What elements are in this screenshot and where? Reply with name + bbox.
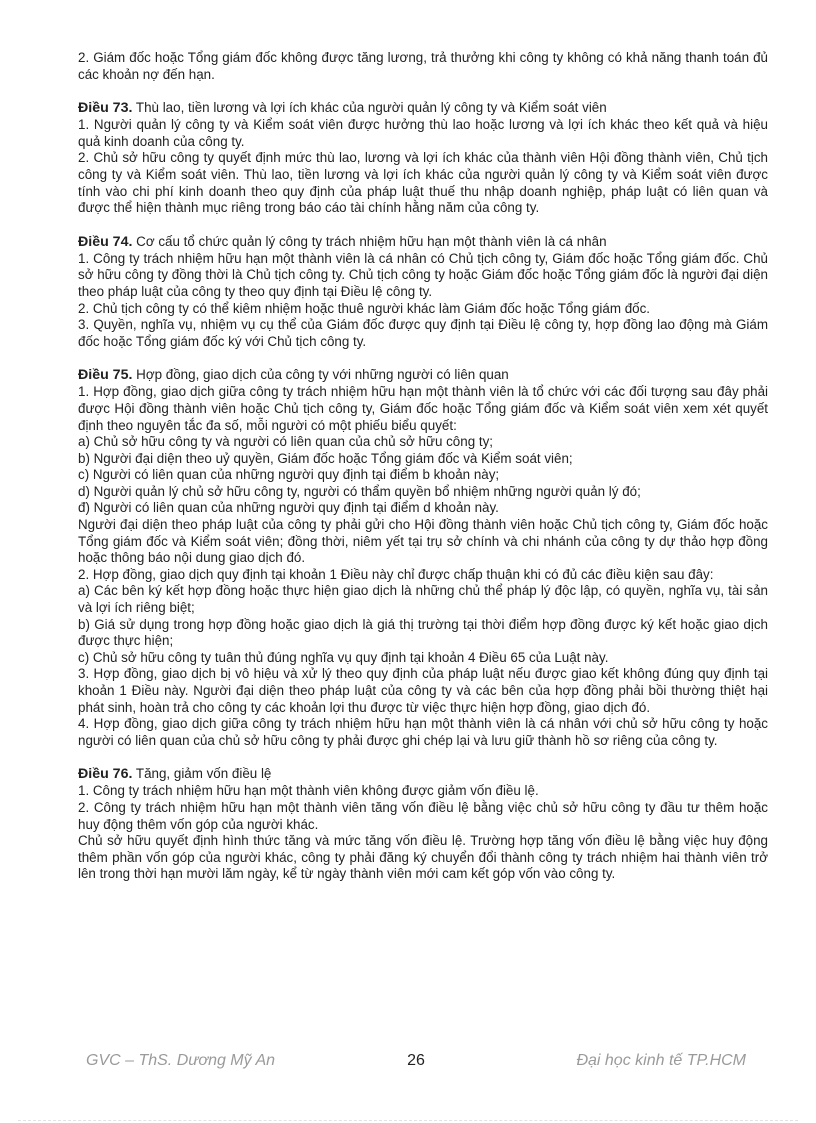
- paragraph: đ) Người có liên quan của những người quy định tại điểm d khoản này.: [78, 500, 499, 516]
- section-0: [78, 50, 768, 83]
- paragraph: c) Chủ sở hữu công ty tuân thủ đúng nghĩa vụ quy định tại khoản 4 Điều 65 của Luật này.: [78, 649, 609, 665]
- page-bottom-divider: [18, 1120, 798, 1121]
- article-title: Hợp đồng, giao dịch của công ty với những người có liên quan: [136, 367, 509, 383]
- paragraph: 3. Hợp đồng, giao dịch bị vô hiệu và xử lý theo quy định của pháp luật nếu được giao kết không đúng quy định tại khoản 1 Điều này. Người đại diện theo pháp luật của công ty và các bên của hợp đồng phải bồi thường thiệt hại phát sinh, hoàn trả cho công ty các khoản lợi thu được từ việc thực hiện hợp đồng, giao dịch đó.: [78, 666, 768, 715]
- article-heading: [78, 233, 768, 251]
- article-title: Tăng, giảm vốn điều lệ: [135, 766, 272, 782]
- article-heading: [78, 99, 768, 117]
- page-number: 26: [407, 1052, 425, 1069]
- article-number: Điều 74.: [78, 233, 133, 250]
- paragraph: b) Giá sử dụng trong hợp đồng hoặc giao dịch là giá thị trường tại thời điểm hợp đồng được ký kết hoặc giao dịch được thực hiện;: [78, 616, 768, 649]
- paragraph: 2. Hợp đồng, giao dịch quy định tại khoản 1 Điều này chỉ được chấp thuận khi có đủ các điều kiện sau đây:: [78, 566, 714, 582]
- article-heading: [78, 366, 768, 384]
- footer-institution: Đại học kinh tế TP.HCM: [576, 1052, 746, 1069]
- paragraph: 4. Hợp đồng, giao dịch giữa công ty trách nhiệm hữu hạn một thành viên là cá nhân với chủ sở hữu công ty hoặc người có liên quan của chủ sở hữu công ty phải được ghi chép lại và lưu giữ thành hồ sơ riêng của công ty.: [78, 716, 768, 748]
- paragraph: c) Người có liên quan của những người quy định tại điểm b khoản này;: [78, 467, 500, 483]
- page-footer: [86, 1052, 746, 1074]
- paragraph: a) Chủ sở hữu công ty và người có liên quan của chủ sở hữu công ty;: [78, 434, 494, 450]
- paragraph: d) Người quản lý chủ sở hữu công ty, người có thẩm quyền bổ nhiệm những người quản lý đó;: [78, 483, 641, 499]
- article-heading: [78, 765, 768, 783]
- paragraph: 2. Công ty trách nhiệm hữu hạn một thành viên tăng vốn điều lệ bằng việc chủ sở hữu công ty đầu tư thêm hoặc huy động thêm vốn góp của người khác.: [78, 799, 768, 832]
- paragraph: 2. Giám đốc hoặc Tổng giám đốc không được tăng lương, trả thưởng khi công ty không có khả năng thanh toán đủ các khoản nợ đến hạn.: [78, 50, 768, 82]
- footer-author: GVC – ThS. Dương Mỹ An: [86, 1052, 276, 1069]
- paragraph: 3. Quyền, nghĩa vụ, nhiệm vụ cụ thể của Giám đốc được quy định tại Điều lệ công ty, hợp đồng lao động mà Giám đốc hoặc Tổng giám đốc ký với Chủ tịch công ty.: [78, 317, 768, 349]
- document-body: [78, 50, 768, 883]
- paragraph: 1. Công ty trách nhiệm hữu hạn một thành viên là cá nhân có Chủ tịch công ty, Giám đốc hoặc Tổng giám đốc. Chủ sở hữu công ty đồng thời là Chủ tịch công ty. Chủ tịch công ty hoặc Giám đốc hoặc Tổng giám đốc là người đại diện theo pháp luật của công ty theo quy định tại Điều lệ công ty.: [78, 250, 768, 299]
- article-number: Điều 76.: [78, 766, 133, 783]
- section-dieu-76: [78, 765, 768, 883]
- article-number: Điều 73.: [78, 100, 133, 117]
- paragraph: 1. Hợp đồng, giao dịch giữa công ty trách nhiệm hữu hạn một thành viên là tổ chức với các đối tượng sau đây phải được Hội đồng thành viên hoặc Chủ tịch công ty, Giám đốc hoặc Tổng giám đốc và Kiểm soát viên xem xét quyết định theo nguyên tắc đa số, mỗi người có một phiếu biểu quyết:: [78, 384, 768, 433]
- article-number: Điều 75.: [78, 367, 133, 384]
- paragraph: 1. Người quản lý công ty và Kiểm soát viên được hưởng thù lao hoặc lương và lợi ích khác theo kết quả và hiệu quả kinh doanh của công ty.: [78, 117, 768, 149]
- article-title: Thù lao, tiền lương và lợi ích khác của người quản lý công ty và Kiểm soát viên: [135, 100, 607, 116]
- section-dieu-74: [78, 233, 768, 351]
- paragraph: b) Người đại diện theo uỷ quyền, Giám đốc hoặc Tổng giám đốc và Kiểm soát viên;: [78, 450, 573, 466]
- section-dieu-73: [78, 99, 768, 217]
- paragraph: 1. Công ty trách nhiệm hữu hạn một thành viên không được giảm vốn điều lệ.: [78, 783, 539, 799]
- paragraph: 2. Chủ sở hữu công ty quyết định mức thù lao, lương và lợi ích khác của thành viên Hội đồng thành viên, Chủ tịch công ty và Kiểm soát viên. Thù lao, tiền lương và lợi ích khác của người quản lý công ty và Kiểm soát viên được tính vào chi phí kinh doanh theo quy định của pháp luật thuế thu nhập doanh nghiệp, pháp luật có liên quan và được thể hiện thành mục riêng trong báo cáo tài chính hằng năm của công ty.: [78, 150, 768, 216]
- section-dieu-75: [78, 366, 768, 749]
- paragraph: 2. Chủ tịch công ty có thể kiêm nhiệm hoặc thuê người khác làm Giám đốc hoặc Tổng giám đốc.: [78, 300, 651, 316]
- paragraph: a) Các bên ký kết hợp đồng hoặc thực hiện giao dịch là những chủ thể pháp lý độc lập, có quyền, nghĩa vụ, tài sản và lợi ích riêng biệt;: [78, 583, 768, 616]
- article-title: Cơ cấu tổ chức quản lý công ty trách nhiệm hữu hạn một thành viên là cá nhân: [136, 233, 607, 249]
- paragraph: Chủ sở hữu quyết định hình thức tăng và mức tăng vốn điều lệ. Trường hợp tăng vốn điều lệ bằng việc huy động thêm phần vốn góp của người khác, công ty phải đăng ký chuyển đổi thành công ty trách nhiệm hai thành viên trở lên trong thời hạn mười lăm ngày, kể từ ngày thành viên mới cam kết góp vốn vào công ty.: [78, 833, 768, 882]
- paragraph: Người đại diện theo pháp luật của công ty phải gửi cho Hội đồng thành viên hoặc Chủ tịch công ty, Giám đốc hoặc Tổng giám đốc và Kiểm soát viên; đồng thời, niêm yết tại trụ sở chính và chi nhánh của công ty dự thảo hợp đồng hoặc thông báo nội dung giao dịch đó.: [78, 517, 768, 566]
